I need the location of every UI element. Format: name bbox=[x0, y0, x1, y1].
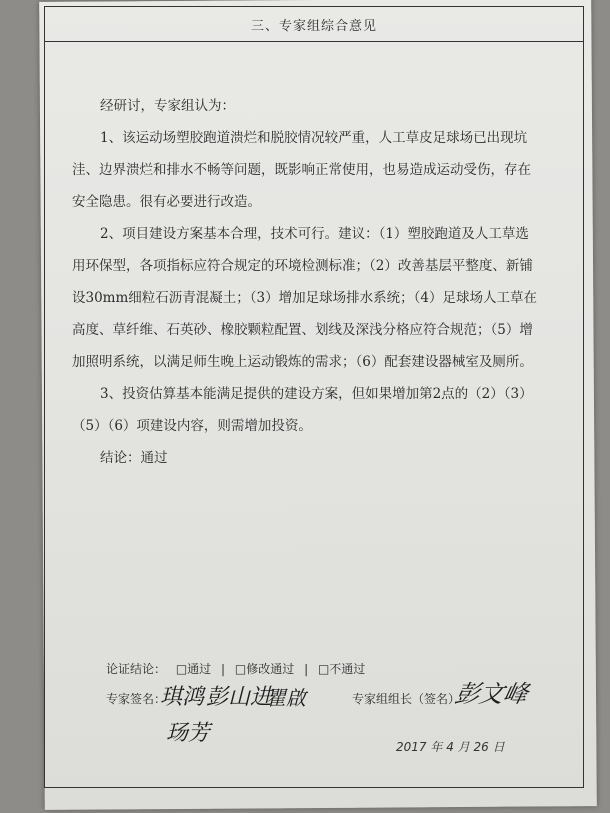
conclusion-line: 结论：通过 bbox=[100, 450, 168, 466]
verdict-fail: □不通过 bbox=[317, 662, 366, 676]
verdict-revise: □修改通过 bbox=[234, 662, 295, 676]
verdict-pass: □通过 bbox=[175, 662, 212, 676]
paragraph-3: 3、投资估算基本能满足提供的建设方案，但如果增加第2点的（2）（3）（5）（6）项建设内容，则需增加投资。 bbox=[72, 386, 533, 434]
paragraph-1: 1、该运动场塑胶跑道溃烂和脱胶情况较严重，人工草皮足球场已出现坑洼、边界溃烂和排水不畅等问题，既影响正常使用，也易造成运动受伤，存在安全隐患。很有必要进行改造。 bbox=[72, 130, 531, 210]
verdict-separator: | bbox=[304, 662, 309, 676]
date-day-unit: 日 bbox=[492, 740, 505, 754]
date-month-unit: 月 bbox=[457, 740, 470, 754]
opinion-body bbox=[72, 90, 542, 474]
date-year-unit: 年 bbox=[430, 740, 443, 754]
section-title: 三、专家组综合意见 bbox=[45, 7, 583, 42]
date-year: 2017 bbox=[396, 740, 427, 754]
expert-signature-3: 瞿啟 bbox=[266, 686, 306, 710]
verdict-separator: | bbox=[221, 662, 226, 676]
leader-signature: 彭文峰 bbox=[452, 680, 531, 708]
leader-signature-label: 专家组组长（签名） bbox=[352, 692, 461, 706]
date-day: 26 bbox=[473, 740, 489, 754]
expert-signature-4: 玚芳 bbox=[166, 721, 211, 746]
date-month: 4 bbox=[446, 740, 454, 754]
verdict-options bbox=[106, 660, 371, 677]
verdict-label: 论证结论： bbox=[106, 662, 167, 676]
expert-signature-2: 彭山进 bbox=[206, 685, 273, 710]
expert-signature-1: 琪鸿 bbox=[160, 685, 205, 710]
paragraph-2: 2、项目建设方案基本合理，技术可行。建议：（1）塑胶跑道及人工草选用环保型，各项指标应符合规定的环境检测标准；（2）改善基层平整度、新铺设30mm细粒石沥青混凝土；（3）增加足球场排水系统；（4）足球场人工草在高度、草纤维、石英砂、橡胶颗粒配置、划线及深浅分格应符合规范；（5）增加照明系统，以满足师生晚上运动锻炼的需求；（6）配套建设器械室及厕所。 bbox=[72, 226, 537, 370]
sign-date bbox=[396, 738, 505, 755]
intro-line: 经研讨，专家组认为： bbox=[100, 98, 235, 114]
experts-signature-label: 专家签名： bbox=[106, 692, 167, 706]
